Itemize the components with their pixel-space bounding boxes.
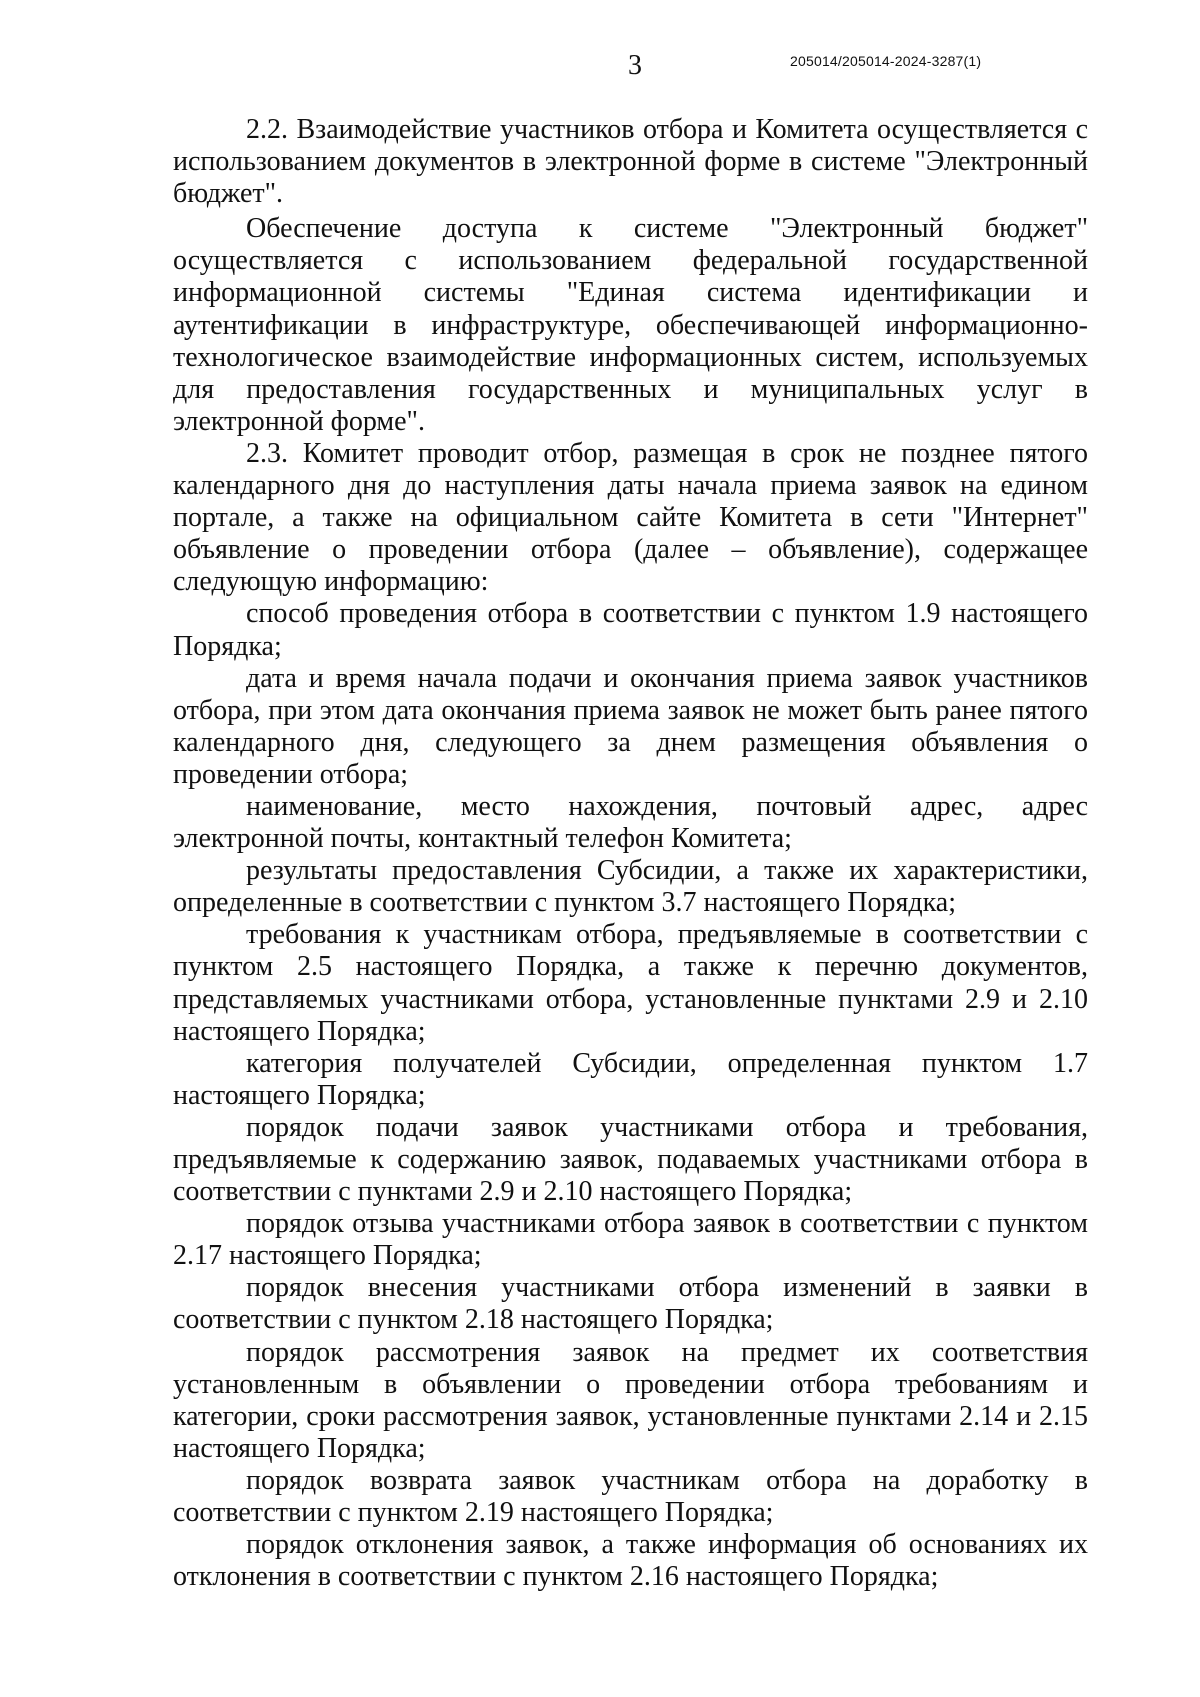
list-item-contacts: наименование, место нахождения, почтовый адрес, адрес электронной почты, контактный телефон Комитета; (173, 790, 1088, 855)
list-item-return-order: порядок возврата заявок участникам отбора на доработку в соответствии с пунктом 2.19 настоящего Порядка; (173, 1464, 1088, 1529)
list-item-review-order: порядок рассмотрения заявок на предмет их соответствия установленным в объявлении о проведении отбора требованиям и категории, сроки рассмотрения заявок, установленные пунктами 2.14 и 2.15 настоящего Порядка; (173, 1336, 1088, 1464)
list-item-withdrawal-order: порядок отзыва участниками отбора заявок в соответствии с пунктом 2.17 настоящего Порядка; (173, 1208, 1088, 1272)
paragraph-2-2: 2.2. Взаимодействие участников отбора и Комитета осуществляется с использованием документов в электронной форме в системе "Электронный бюджет". (173, 114, 1088, 210)
paragraph-access: Обеспечение доступа к системе "Электронный бюджет" осуществляется с использованием федеральной государственной информационной системы "Единая система идентификации и аутентификации в инфраструктуре, обеспечивающей информационно-технологическое взаимодействие информационных систем, используемых для предоставления государственных и муниципальных услуг в электронной форме". (173, 213, 1088, 437)
list-item-amendment-order: порядок внесения участниками отбора изменений в заявки в соответствии с пунктом 2.18 настоящего Порядка; (173, 1272, 1088, 1336)
list-item-requirements: требования к участникам отбора, предъявляемые в соответствии с пунктом 2.5 настоящего Порядка, а также к перечню документов, представляемых участниками отбора, установленные пунктами 2.9 и 2.10 настоящего Порядка; (173, 919, 1088, 1047)
document-id: 205014/205014-2024-3287(1) (790, 53, 982, 69)
document-body (173, 114, 1088, 1593)
list-item-submission-order: порядок подачи заявок участниками отбора и требования, предъявляемые к содержанию заявок, подаваемых участниками отбора в соответствии с пунктами 2.9 и 2.10 настоящего Порядка; (173, 1111, 1088, 1208)
paragraph-2-3: 2.3. Комитет проводит отбор, размещая в срок не позднее пятого календарного дня до наступления даты начала приема заявок на едином портале, а также на официальном сайте Комитета в сети "Интернет" объявление о проведении отбора (далее – объявление), содержащее следующую информацию: (173, 437, 1088, 598)
list-item-results: результаты предоставления Субсидии, а также их характеристики, определенные в соответствии с пунктом 3.7 настоящего Порядка; (173, 855, 1088, 919)
list-item-selection-method: способ проведения отбора в соответствии с пунктом 1.9 настоящего Порядка; (173, 598, 1088, 662)
page-number: 3 (628, 50, 642, 81)
list-item-category: категория получателей Субсидии, определенная пунктом 1.7 настоящего Порядка; (173, 1047, 1088, 1111)
list-item-dates: дата и время начала подачи и окончания приема заявок участников отбора, при этом дата окончания приема заявок не может быть ранее пятого календарного дня, следующего за днем размещения объявления о проведении отбора; (173, 662, 1088, 790)
list-item-rejection-order: порядок отклонения заявок, а также информация об основаниях их отклонения в соответствии с пунктом 2.16 настоящего Порядка; (173, 1529, 1088, 1593)
